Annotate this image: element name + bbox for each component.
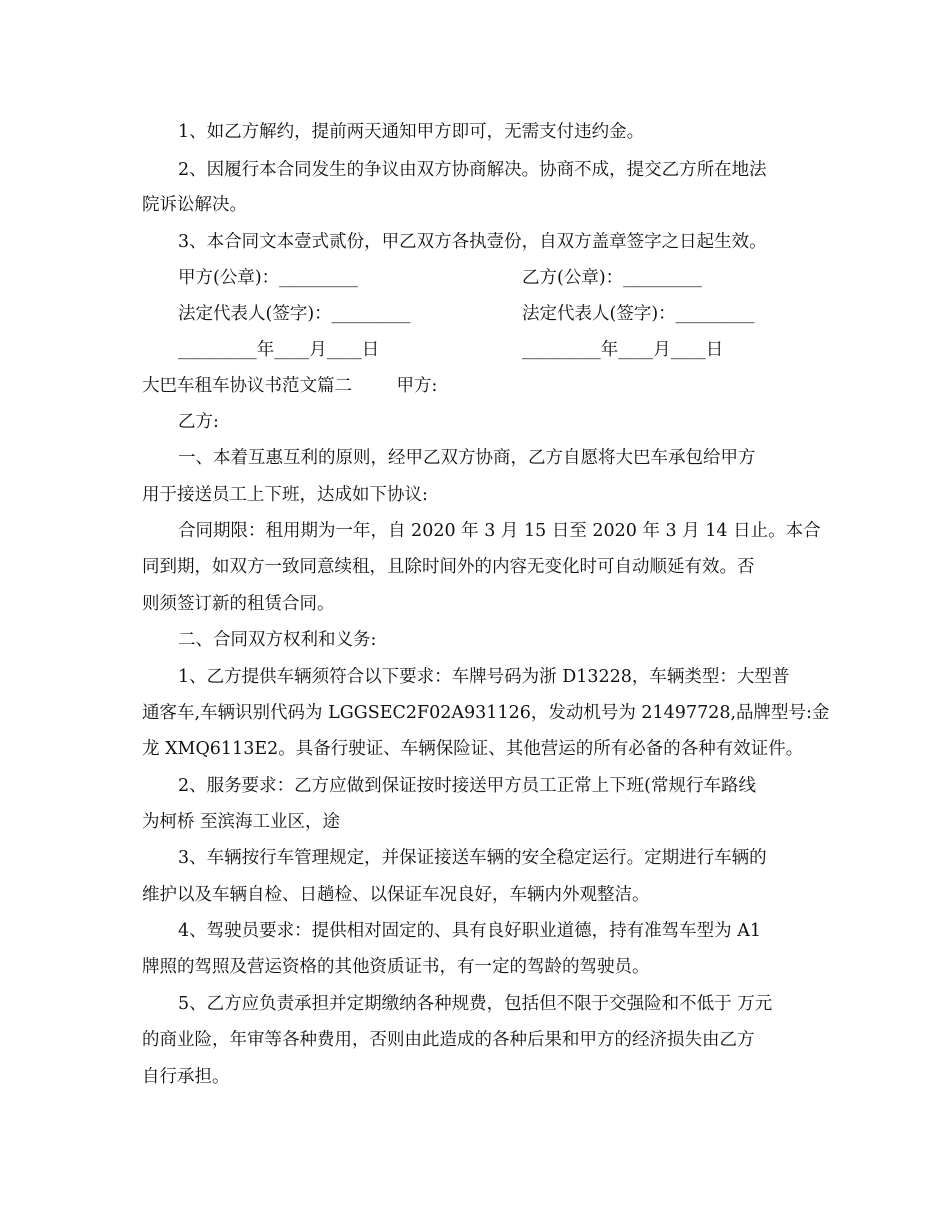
paragraph-line: 乙方: bbox=[178, 412, 219, 432]
paragraph-line: 自行承担。 bbox=[142, 1067, 230, 1087]
party-a-seal: 甲方(公章)：_________ bbox=[178, 268, 358, 288]
section-heading: 大巴车租车协议书范文篇二 甲方: bbox=[142, 376, 438, 396]
paragraph-line: 则须签订新的租赁合同。 bbox=[142, 594, 335, 614]
paragraph-line: 1、乙方提供车辆须符合以下要求：车牌号码为浙 D13228，车辆类型：大型普 bbox=[178, 667, 790, 687]
paragraph-line: 1、如乙方解约，提前两天通知甲方即可，无需支付违约金。 bbox=[178, 122, 645, 142]
paragraph-line: 院诉讼解决。 bbox=[142, 195, 247, 215]
paragraph-line: 通客车,车辆识别代码为 LGGSEC2F02A931126，发动机号为 21497728,品牌型号:金 bbox=[142, 703, 830, 723]
paragraph-line: 二、合同双方权利和义务: bbox=[178, 630, 377, 650]
paragraph-line: 4、驾驶员要求：提供相对固定的、具有良好职业道德，持有准驾车型为 A1 bbox=[178, 921, 761, 941]
paragraph-line: 维护以及车辆自检、日趟检、以保证车况良好，车辆内外观整洁。 bbox=[142, 885, 650, 905]
party-b-date: _________年____月____日 bbox=[522, 340, 724, 360]
paragraph-line: 合同期限：租用期为一年，自 2020 年 3 月 15 日至 2020 年 3 月 14 日止。本合 bbox=[178, 521, 821, 541]
party-a-date: _________年____月____日 bbox=[178, 340, 380, 360]
party-b-seal: 乙方(公章)：_________ bbox=[522, 268, 702, 288]
paragraph-line: 一、本着互惠互利的原则，经甲乙双方协商，乙方自愿将大巴车承包给甲方 bbox=[178, 448, 756, 468]
paragraph-line: 2、因履行本合同发生的争议由双方协商解决。协商不成，提交乙方所在地法 bbox=[178, 160, 767, 180]
paragraph-line: 龙 XMQ6113E2。具备行驶证、车辆保险证、其他营运的所有必备的各种有效证件。 bbox=[142, 739, 804, 759]
paragraph-line: 5、乙方应负责承担并定期缴纳各种规费，包括但不限于交强险和不低于 万元 bbox=[178, 994, 773, 1014]
paragraph-line: 同到期，如双方一致同意续租，且除时间外的内容无变化时可自动顺延有效。否 bbox=[142, 557, 755, 577]
paragraph-line: 为柯桥 至滨海工业区，途 bbox=[142, 812, 341, 832]
party-b-representative: 法定代表人(签字)：_________ bbox=[522, 304, 755, 324]
paragraph-line: 牌照的驾照及营运资格的其他资质证书，有一定的驾龄的驾驶员。 bbox=[142, 957, 650, 977]
paragraph-line: 的商业险，年审等各种费用，否则由此造成的各种后果和甲方的经济损失由乙方 bbox=[142, 1030, 755, 1050]
paragraph-line: 用于接送员工上下班，达成如下协议: bbox=[142, 485, 428, 505]
paragraph-line: 3、车辆按行车管理规定，并保证接送车辆的安全稳定运行。定期进行车辆的 bbox=[178, 848, 767, 868]
paragraph-line: 3、本合同文本壹式贰份，甲乙双方各执壹份，自双方盖章签字之日起生效。 bbox=[178, 232, 767, 252]
party-a-representative: 法定代表人(签字)：_________ bbox=[178, 304, 411, 324]
paragraph-line: 2、服务要求：乙方应做到保证按时接送甲方员工正常上下班(常规行车路线 bbox=[178, 776, 756, 796]
